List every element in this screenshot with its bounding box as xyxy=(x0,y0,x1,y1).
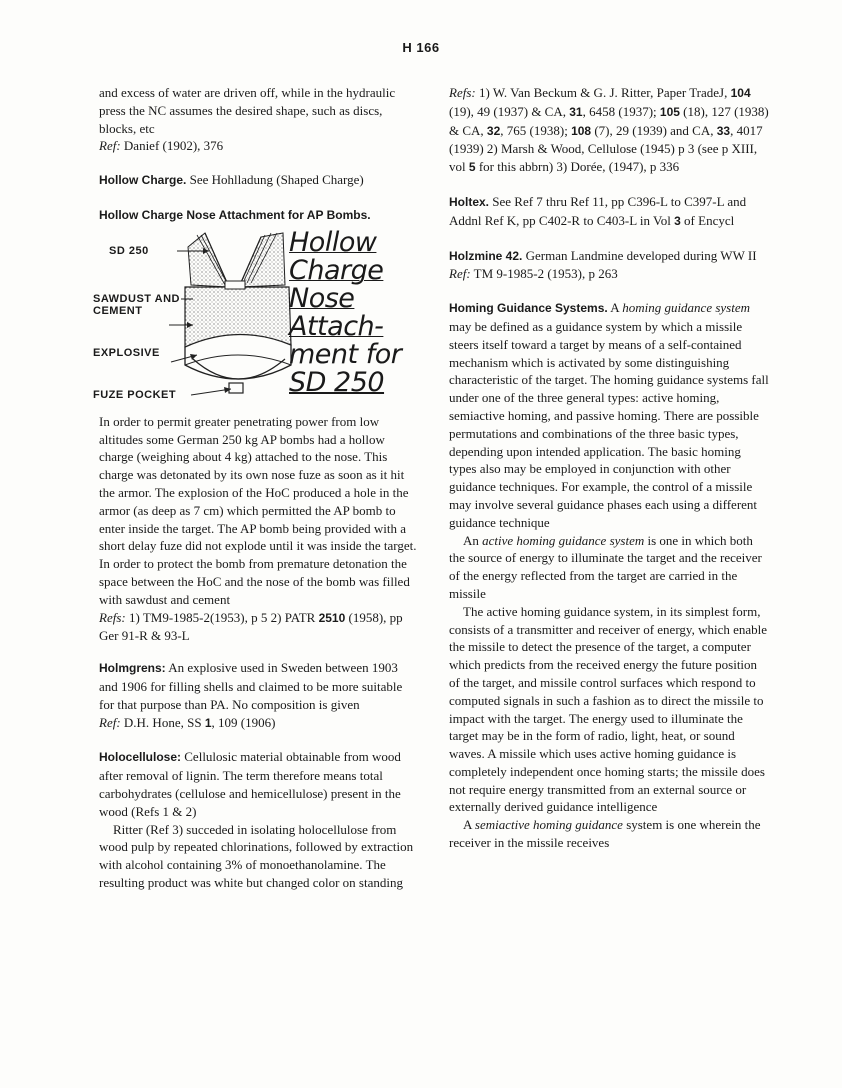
refs-text-7: , 4017 (1939) 2) Marsh & Wood, Cellulose (1945) p 3 (see p XIII, vol xyxy=(449,122,763,175)
entry-hollow-charge xyxy=(99,171,417,190)
homing-p1-b: may be defined as a guidance system by which a missile steers itself toward a target by means of a self-contained mechanism which is activated by some distinguishing characteristic of the target. The homing guidance systems fall under one of the three general types: active homing, semiactive homing, and passive homing. There are possible permutations and combinations of the three basic types, depending upon intended application. The basic homing types also may be employed in conjunction with other guidance techniques. For example, the control of a missile may involve several guidance phases each using a different guidance technique xyxy=(449,318,769,530)
holmgrens-ref-a: D.H. Hone, SS xyxy=(120,714,205,730)
refs-label: Refs: xyxy=(449,85,476,100)
explosive-region xyxy=(185,334,291,379)
entry-nose-attachment xyxy=(93,206,417,645)
homing-p2-em: active homing guidance system xyxy=(482,532,645,548)
holmgrens-ref-label: Ref: xyxy=(99,714,121,730)
holzmine-ref-text: TM 9-1985-2 (1953), p 263 xyxy=(470,266,618,282)
entry-holocellulose xyxy=(99,748,417,891)
entry-holmgrens xyxy=(99,659,417,732)
refs-text-1: 1) W. Van Beckum & G. J. Ritter, Paper TradeJ, xyxy=(475,85,731,100)
left-upper-fill xyxy=(188,233,229,287)
label-explosive: EXPLOSIVE xyxy=(93,346,160,359)
label-sd250: SD 250 xyxy=(109,244,149,257)
entry-holzmine xyxy=(449,247,771,284)
label-sawdust-2: CEMENT xyxy=(93,304,143,317)
label-sawdust-1: SAWDUST AND xyxy=(93,292,180,305)
nose-refs-label: Refs: xyxy=(99,609,126,625)
holmgrens-text: An explosive used in Sweden between 1903 and 1906 for filling shells and claimed to be more suitable for that purpose than PA. No composition is given xyxy=(99,660,403,712)
refs-text-2: (19), 49 (1937) & CA, xyxy=(449,103,570,119)
refs-text-8: for this abbrn) 3) Dorée, (1947), p 336 xyxy=(475,159,680,175)
holmgrens-headword: Holmgrens: xyxy=(99,661,166,676)
title-line-6: SD 250 xyxy=(289,366,385,398)
nose-ref1-num: 2510 xyxy=(318,610,346,625)
intro-text: and excess of water are driven off, while in the hydraulic press the NC assumes the desired shape, such as discs, blocks, etc xyxy=(99,85,396,136)
page-header: H 166 xyxy=(402,40,440,55)
refs-num-7: 5 xyxy=(468,160,476,175)
holtex-headword: Holtex. xyxy=(449,194,490,209)
holzmine-headword: Holzmine 42. xyxy=(449,248,523,263)
refs-num-1: 104 xyxy=(730,86,751,100)
nose-attachment-figure xyxy=(93,227,423,405)
title-line-1: Hollow xyxy=(289,226,377,258)
refs-num-4: 32 xyxy=(486,123,501,138)
entry-refs-continued xyxy=(449,84,771,177)
hollow-charge-headword: Hollow Charge. xyxy=(99,173,187,188)
holtex-text: See Ref 7 thru Ref 11, pp C396-L to C397-L and Addnl Ref K, pp C402-R to C403-L in Vol xyxy=(449,193,747,228)
nose-attachment-headword: Hollow Charge Nose Attachment for AP Bombs. xyxy=(99,207,371,222)
homing-p4-b: system is one wherein the receiver in the missile receives xyxy=(449,817,761,851)
holtex-text-end: of Encycl xyxy=(680,212,735,228)
intro-ref-label: Ref: xyxy=(99,138,121,154)
nose-ref1-end: (1958), pp Ger 91-R & 93-L xyxy=(99,609,403,644)
holtex-vol: 3 xyxy=(674,213,681,228)
fuze-pocket xyxy=(229,383,243,393)
homing-p1-a: A xyxy=(607,300,623,316)
refs-text-6: (7), 29 (1939) and CA, xyxy=(591,122,717,138)
refs-num-2: 31 xyxy=(569,104,583,119)
nose-ref1: 1) TM9-1985-2(1953), p 5 2) PATR xyxy=(125,609,319,625)
entry-holtex xyxy=(449,193,771,231)
right-column xyxy=(449,84,771,868)
intro-ref-text: Danief (1902), 376 xyxy=(120,138,224,154)
holocellulose-text: Cellulosic material obtainable from wood after removal of lignin. The term therefore means total carbohydrates (cellulose and hemicellulose) present in the wood (Refs 1 & 2) xyxy=(99,749,401,819)
homing-p1-em: homing guidance system xyxy=(622,300,750,316)
refs-text-3: , 6458 (1937); xyxy=(582,103,660,119)
homing-p3: The active homing guidance system, in its simplest form, consists of a transmitter and receiver of energy, which enable the missile to detect the presence of the target, a computer which predicts from the received energy the future position of the target, and missile control surfaces which respond to computed signals in such a fashion as to direct the missile to impact with the target. The energy used to illuminate the target may be in the form of radio, light, heat, or sound waves. A missile which uses active homing guidance is completely independent once homing starts; the missile does not require energy transmitted from an external source or externally derived guidance intelligence xyxy=(449,603,768,815)
holocellulose-para2: Ritter (Ref 3) succeded in isolating holocellulose from wood pulp by repeated chlorinations, followed by extraction with alcohol containing 3% of monoethanolamine. The resulting product was white but changed color on standing xyxy=(99,821,414,890)
entry-homing xyxy=(449,299,771,852)
homing-headword: Homing Guidance Systems. xyxy=(449,301,608,316)
holocellulose-headword: Holocellulose: xyxy=(99,750,182,765)
homing-p2-a: An xyxy=(463,532,483,548)
refs-text-4: (18), 127 (1938) & CA, xyxy=(449,103,769,138)
homing-p4-a: A xyxy=(463,817,475,833)
hollow-charge-text: See Hohlladung (Shaped Charge) xyxy=(186,172,364,188)
title-line-2: Charge xyxy=(289,254,384,286)
left-column xyxy=(93,84,417,908)
entry-intro xyxy=(99,84,417,155)
title-line-5: ment for xyxy=(289,338,402,370)
refs-num-3: 105 xyxy=(659,104,680,119)
refs-text-5: , 765 (1938); xyxy=(500,122,572,138)
holmgrens-ref-num: 1 xyxy=(204,715,212,730)
holzmine-ref-label: Ref: xyxy=(449,266,471,282)
homing-p4-em: semiactive homing guidance xyxy=(474,817,623,833)
refs-num-5: 108 xyxy=(571,123,592,138)
holmgrens-ref-b: , 109 (1906) xyxy=(211,714,276,730)
label-fuze-pocket: FUZE POCKET xyxy=(93,388,177,401)
figure-handwritten-title xyxy=(289,226,429,398)
title-line-3: Nose xyxy=(289,282,355,314)
title-line-4: Attach- xyxy=(289,310,384,342)
refs-num-6: 33 xyxy=(716,123,731,138)
nose-attachment-text: In order to permit greater penetrating power from low altitudes some German 250 kg AP bombs had a hollow charge (weighing about 4 kg) attached to the nose. This charge was detonated by its own nose fuze as soon as it hit the armor. The explosion of the HoC produced a hole in the armor (as deep as 7 cm) which permitted the AP bomb to enter inside the target. The AP bomb being provided with a short delay fuze did not explode until it was inside the target. In order to protect the bomb from premature detonation the space between the HoC and the nose of the bomb was filled with sawdust and cement xyxy=(99,413,417,607)
homing-p2-b: is one in which both the source of energy to illuminate the target and the receiver of the energy reflected from the target are carried in the missile xyxy=(449,532,762,601)
holzmine-text: German Landmine developed during WW II xyxy=(522,247,757,263)
